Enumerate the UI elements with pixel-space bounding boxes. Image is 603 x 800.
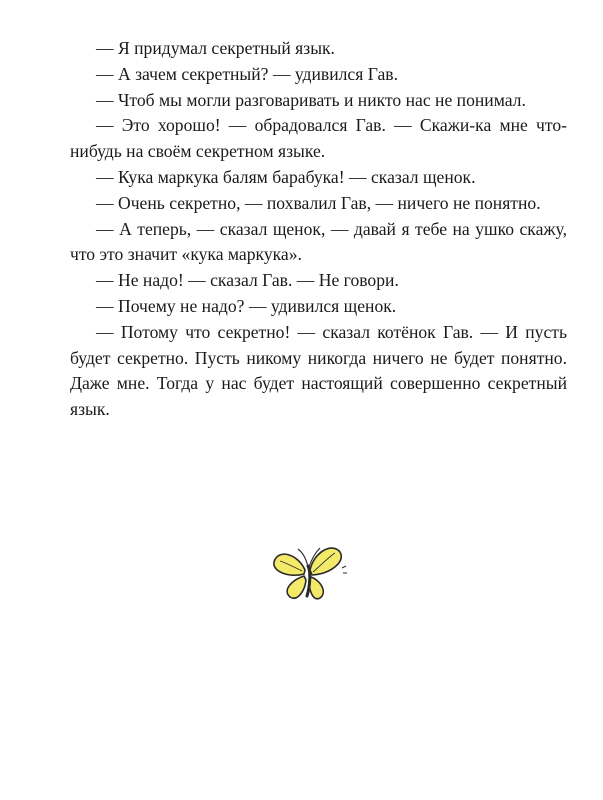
paragraph-5: — Кука маркука балям барабука! — сказал щенок. xyxy=(96,166,476,187)
paragraph-9: — Почему не надо? — удивился щенок. xyxy=(96,295,397,316)
paragraph-6: — Очень секретно, — похвалил Гав, — ничего не понятно. xyxy=(96,192,541,213)
paragraph-7: — А теперь, — сказал щенок, — давай я тебе на ушко скажу, что это значит «кука маркука». xyxy=(70,218,567,265)
paragraph-2: — А зачем секретный? — удивился Гав. xyxy=(96,63,398,84)
paragraph-1: — Я придумал секретный язык. xyxy=(96,38,335,58)
paragraph-8: — Не надо! — сказал Гав. — Не говори. xyxy=(96,270,399,291)
paragraph-4: — Это хорошо! — обрадовался Гав. — Скажи-ка мне что-нибудь на своём секретном языке. xyxy=(70,115,567,162)
butterfly-icon xyxy=(268,540,348,610)
paragraph-3: — Чтоб мы могли разговаривать и никто нас не понимал. xyxy=(96,89,526,110)
paragraph-10: — Потому что секретно! — сказал котёнок Гав. — И пусть будет секретно. Пусть никому никогда ничего не будет понятно. Даже мне. Тогда у нас будет настоящий совершенно секретный язык. xyxy=(70,321,567,420)
story-text xyxy=(70,36,567,423)
